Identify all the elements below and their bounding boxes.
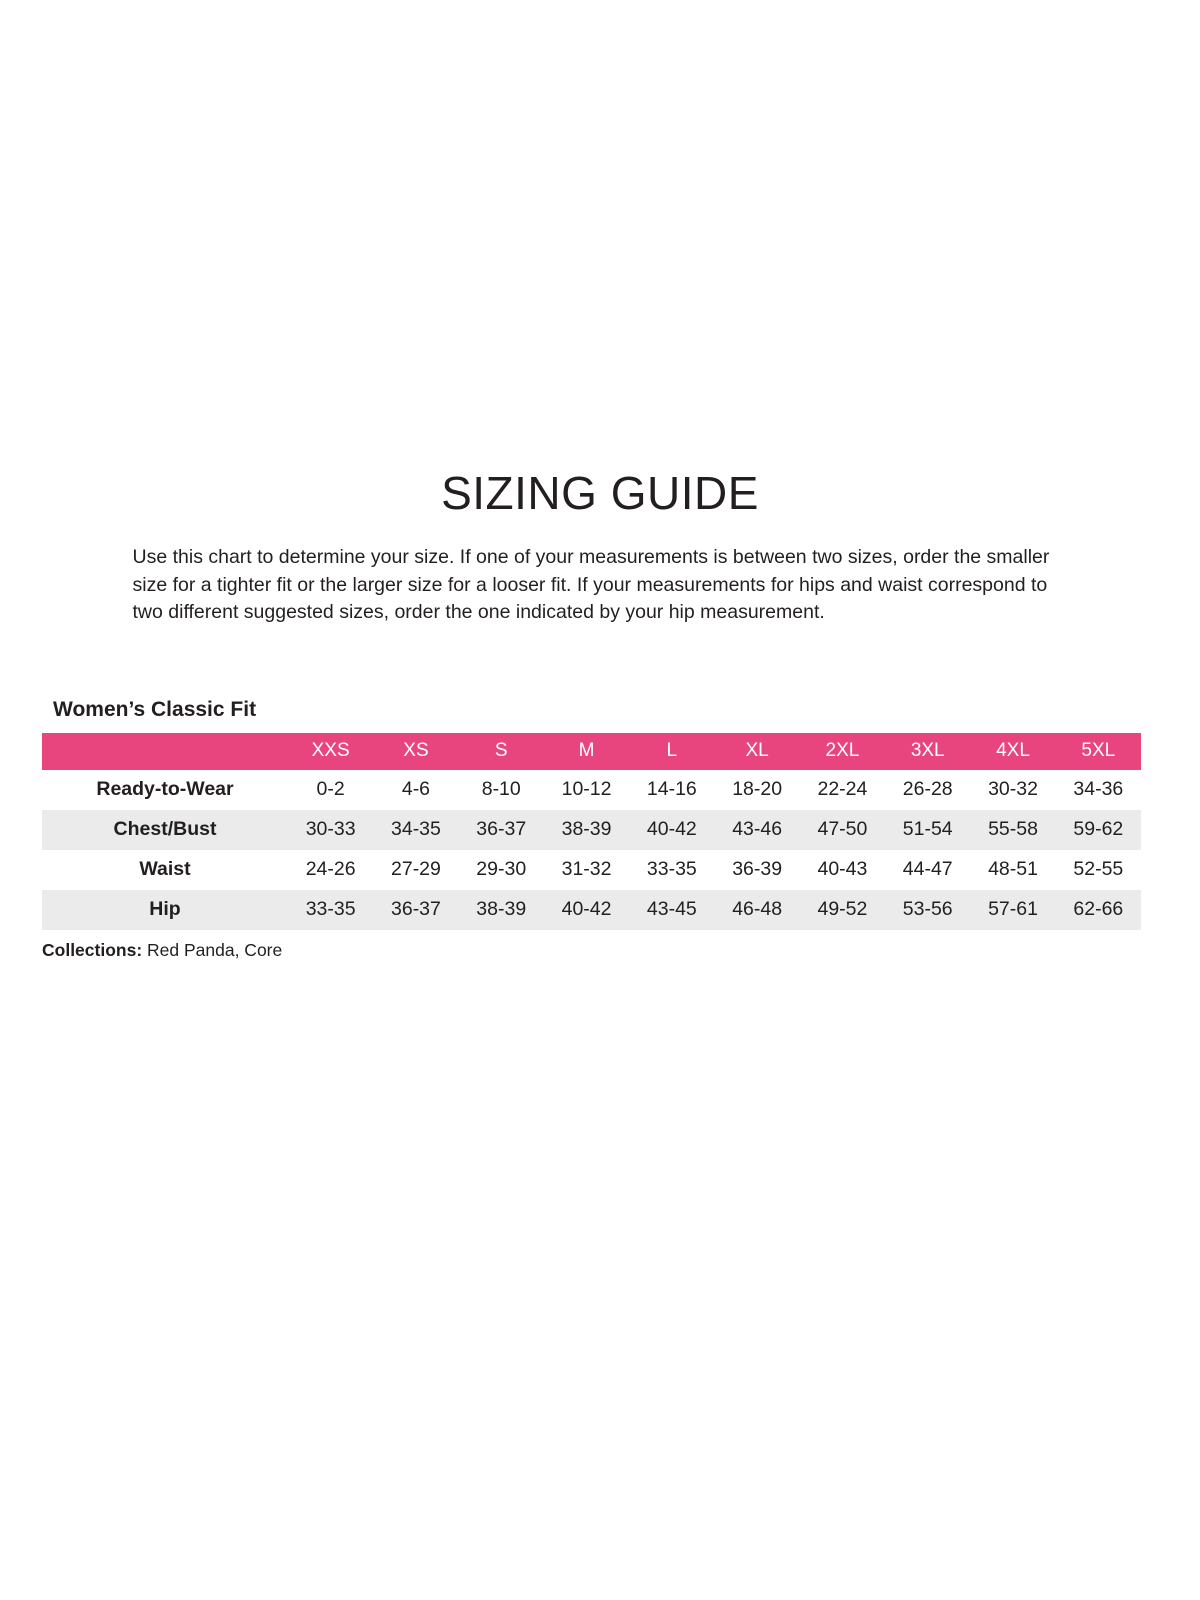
size-column-header-3xl: 3XL [885,733,970,770]
sizing-table-header [42,733,1141,770]
size-value-cell: 46-48 [714,890,799,930]
size-value-cell: 30-32 [988,778,1038,800]
size-value-cell: 31-32 [561,858,612,880]
row-label: Hip [42,890,288,930]
size-column-header-2xl: 2XL [800,733,885,770]
size-header-row [42,733,1141,770]
size-value-cell: 27-29 [391,858,441,880]
size-value-cell: 33-35 [288,890,373,930]
size-value-cell: 51-54 [885,810,970,850]
size-value-cell: 40-42 [629,810,714,850]
collections-note [42,939,1200,961]
row-label: Waist [139,858,191,880]
size-value-cell: 53-56 [885,890,970,930]
size-column-header-4xl: 4XL [970,733,1055,770]
size-value-cell: 34-35 [373,810,458,850]
size-value-cell: 55-58 [970,810,1055,850]
collections-label: Collections: [42,939,143,960]
size-value-cell: 30-33 [288,810,373,850]
size-value-cell: 29-30 [476,858,527,880]
table-row [42,810,1141,850]
size-value-cell: 4-6 [401,778,431,800]
size-value-cell: 40-43 [817,858,868,880]
size-header-label-spacer [42,733,288,770]
size-value-cell: 49-52 [800,890,885,930]
size-value-cell: 59-62 [1056,810,1141,850]
row-label: Chest/Bust [42,810,288,850]
size-value-cell: 36-39 [732,858,783,880]
intro-paragraph: Use this chart to determine your size. If one of your measurements is between two sizes, order the smaller size for a tighter fit or the larger size for a looser fit. If your measurements for hips and waist correspond to two different suggested sizes, order the one indicated by your hip measurement. [132,546,1050,623]
size-value-cell: 36-37 [373,890,458,930]
collections-value: Red Panda, Core [142,939,283,960]
size-value-cell: 40-42 [544,890,629,930]
size-value-cell: 57-61 [970,890,1055,930]
table-row [42,890,1141,930]
size-value-cell: 0-2 [316,778,345,800]
size-value-cell: 38-39 [459,890,544,930]
size-column-header-s: S [459,733,544,770]
size-value-cell: 48-51 [988,858,1038,880]
table-heading-womens-classic-fit: Women’s Classic Fit [53,697,257,721]
size-value-cell: 43-46 [714,810,799,850]
size-value-cell: 8-10 [481,778,521,800]
table-row [42,850,1141,890]
size-column-header-l: L [629,733,714,770]
sizing-table-body [42,770,1141,930]
size-value-cell: 47-50 [800,810,885,850]
size-value-cell: 38-39 [544,810,629,850]
size-value-cell: 18-20 [732,778,783,800]
size-column-header-5xl: 5XL [1056,733,1141,770]
size-value-cell: 26-28 [902,778,953,800]
size-value-cell: 43-45 [629,890,714,930]
size-value-cell: 44-47 [902,858,953,880]
size-value-cell: 34-36 [1073,778,1124,800]
size-column-header-m: M [544,733,629,770]
size-value-cell: 10-12 [561,778,612,800]
size-value-cell: 22-24 [817,778,868,800]
row-label: Ready-to-Wear [96,778,234,800]
size-column-header-xl: XL [714,733,799,770]
size-value-cell: 52-55 [1073,858,1124,880]
page-title: SIZING GUIDE [441,467,759,519]
size-column-header-xxs: XXS [288,733,373,770]
sizing-table [42,733,1141,930]
size-column-header-xs: XS [373,733,458,770]
size-value-cell: 24-26 [305,858,356,880]
size-value-cell: 62-66 [1056,890,1141,930]
sizing-table-container [42,733,1141,930]
size-value-cell: 33-35 [646,858,697,880]
size-value-cell: 14-16 [646,778,697,800]
table-row [42,770,1141,810]
size-value-cell: 36-37 [459,810,544,850]
